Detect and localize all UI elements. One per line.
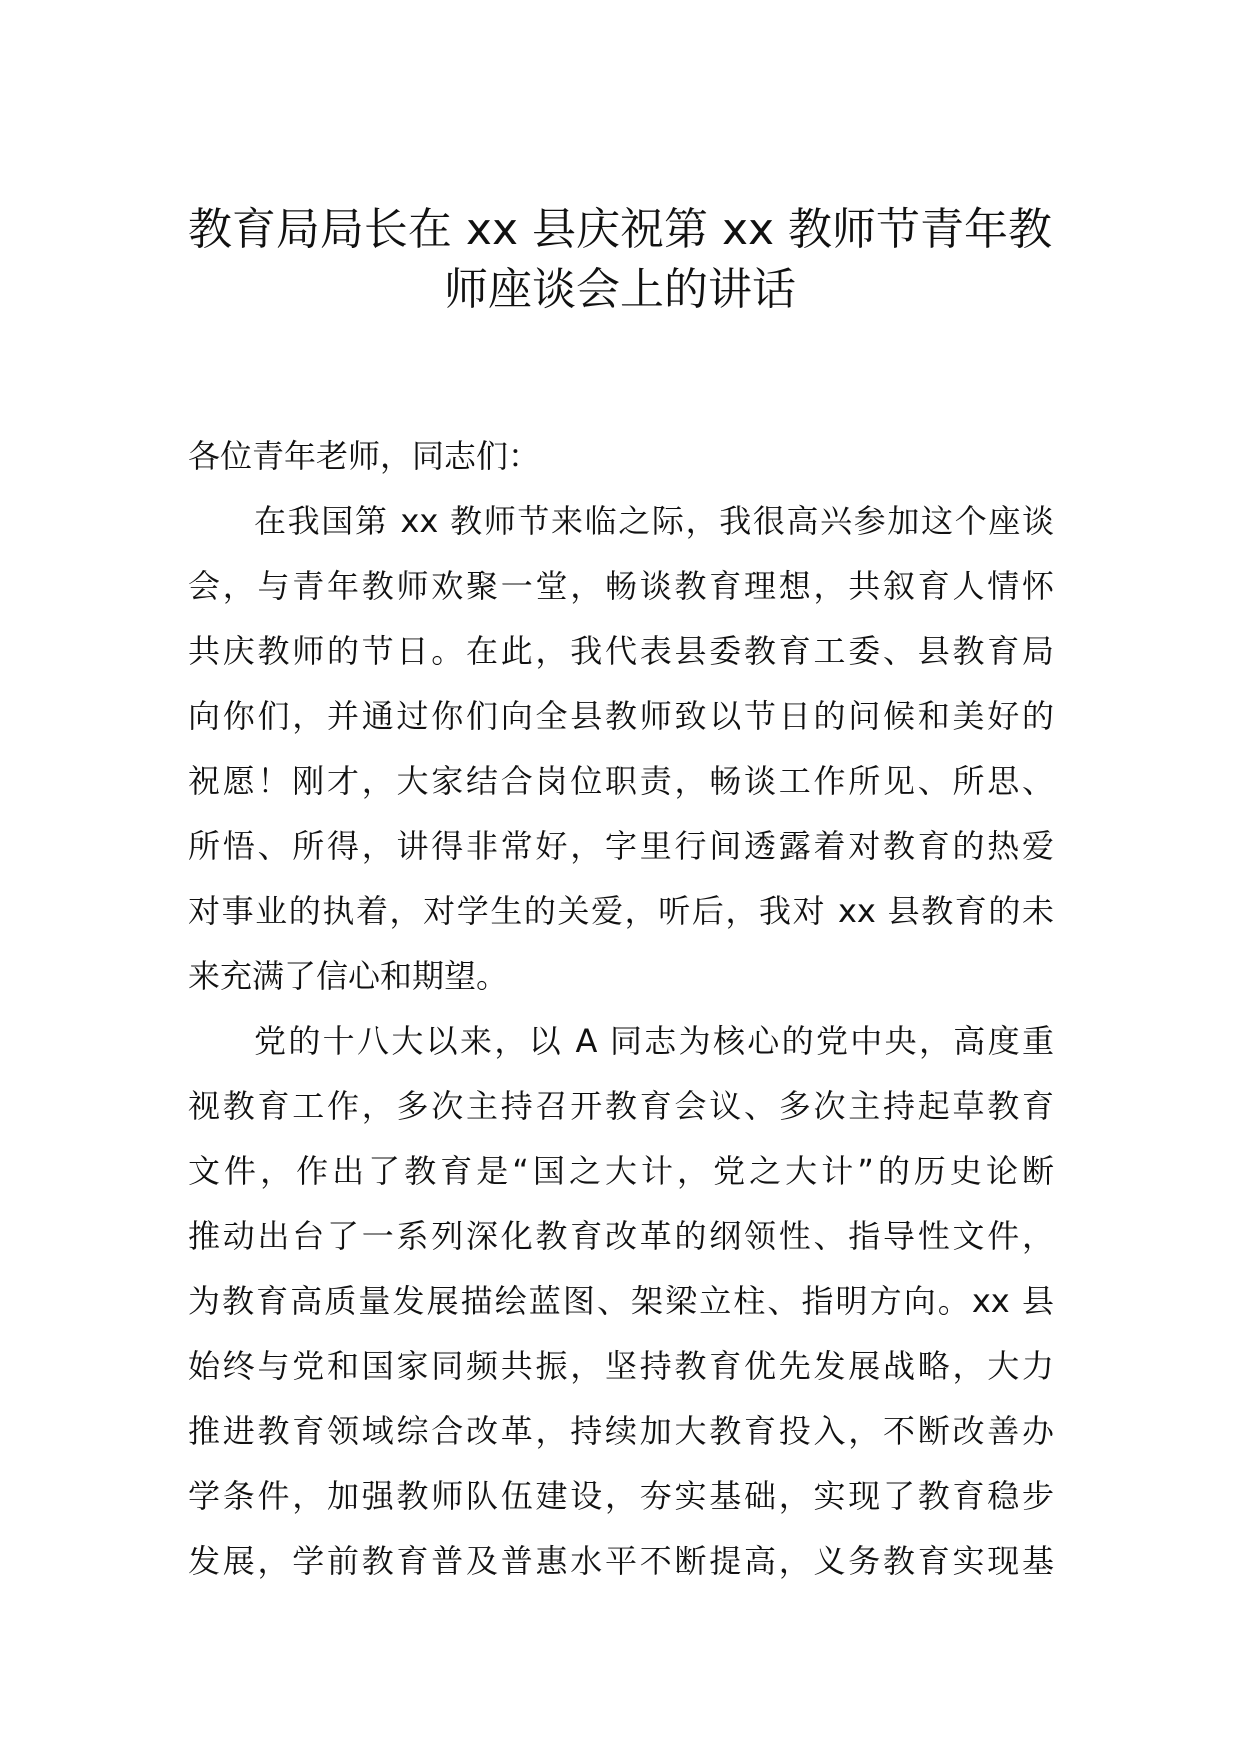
- body-line: 文件，作出了教育是“国之大计，党之大计”的历史论断: [188, 1152, 1054, 1190]
- body-line: 会，与青年教师欢聚一堂，畅谈教育理想，共叙育人情怀: [188, 567, 1054, 605]
- body-line: 共庆教师的节日。在此，我代表县委教育工委、县教育局: [188, 632, 1054, 670]
- title-line-1: 教育局局长在 xx 县庆祝第 xx 教师节青年教: [187, 204, 1053, 255]
- body-line: 祝愿！刚才，大家结合岗位职责，畅谈工作所见、所思、: [188, 762, 1054, 800]
- title-line-2: 师座谈会上的讲话: [444, 264, 796, 315]
- body-line: 在我国第 xx 教师节来临之际，我很高兴参加这个座谈: [254, 502, 1054, 540]
- body-line: 推动出台了一系列深化教育改革的纲领性、指导性文件，: [188, 1217, 1054, 1255]
- body-line: 来充满了信心和期望。: [188, 957, 509, 995]
- body-line: 向你们，并通过你们向全县教师致以节日的问候和美好的: [188, 697, 1054, 735]
- body-line: 始终与党和国家同频共振，坚持教育优先发展战略，大力: [188, 1347, 1054, 1385]
- body-line: 党的十八大以来，以 A 同志为核心的党中央，高度重: [254, 1022, 1054, 1060]
- body-line: 学条件，加强教师队伍建设，夯实基础，实现了教育稳步: [188, 1477, 1054, 1515]
- document-title: [150, 200, 1090, 320]
- body-line: 推进教育领域综合改革，持续加大教育投入，不断改善办: [188, 1412, 1054, 1450]
- body-line: 发展，学前教育普及普惠水平不断提高，义务教育实现基: [188, 1542, 1054, 1580]
- body-line: 各位青年老师，同志们：: [188, 437, 541, 475]
- document-body: [188, 424, 1054, 1594]
- body-line: 所悟、所得，讲得非常好，字里行间透露着对教育的热爱: [188, 827, 1054, 865]
- body-line: 为教育高质量发展描绘蓝图、架梁立柱、指明方向。xx 县: [188, 1282, 1054, 1320]
- body-line: 对事业的执着，对学生的关爱，听后，我对 xx 县教育的未: [188, 892, 1054, 930]
- body-line: 视教育工作，多次主持召开教育会议、多次主持起草教育: [188, 1087, 1054, 1125]
